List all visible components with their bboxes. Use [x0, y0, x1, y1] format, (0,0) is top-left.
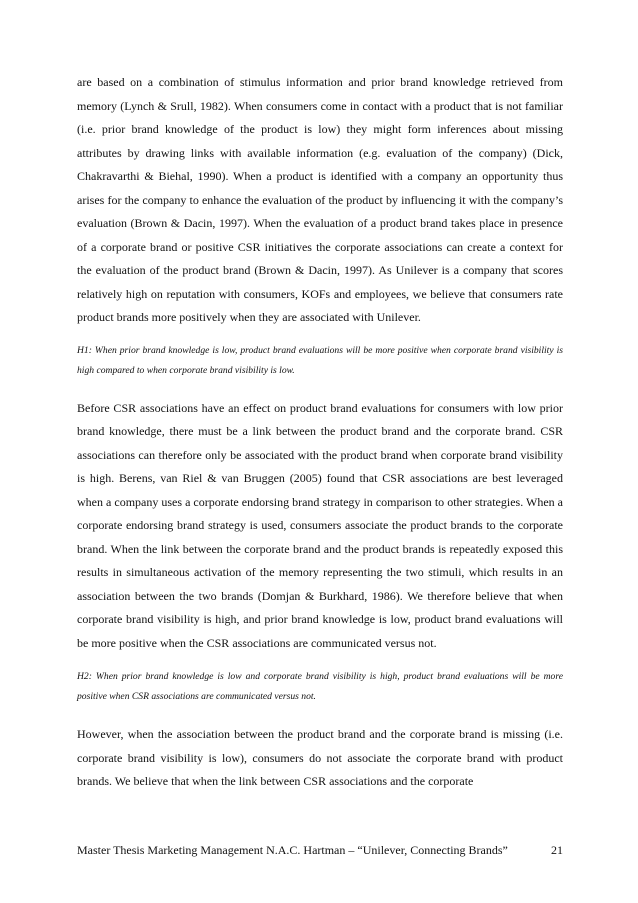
page-number: 21	[551, 843, 563, 857]
hypothesis-h2: H2: When prior brand knowledge is low and corporate brand visibility is high, product brand evaluations will be more positive when CSR associations are communicated versus not.	[77, 671, 563, 702]
footer-text: Master Thesis Marketing Management N.A.C. Hartman – “Unilever, Connecting Brands”	[77, 843, 508, 857]
body-paragraph: However, when the association between the product brand and the corporate brand is missing (i.e. corporate brand visibility is low), consumers do not associate the corporate brand with product brands. We believe that when the link between CSR associations and the corporate	[77, 727, 563, 788]
page-content	[77, 71, 563, 794]
body-paragraph: are based on a combination of stimulus information and prior brand knowledge retrieved from memory (Lynch & Srull, 1982). When consumers come in contact with a product that is not familiar (i.e. prior brand knowledge of the product is low) they might form inferences about missing attributes by drawing links with available information (e.g. evaluation of the company) (Dick, Chakravarthi & Biehal, 1990). When a product is identified with a company an opportunity thus arises for the company to enhance the evaluation of the product by influencing it with the company’s evaluation (Brown & Dacin, 1997). When the evaluation of a product brand takes place in presence of a corporate brand or positive CSR initiatives the corporate associations can create a context for the evaluation of the product brand (Brown & Dacin, 1997). As Unilever is a company that scores relatively high on reputation with consumers, KOFs and employees, we believe that consumers rate product brands more positively when they are associated with Unilever.	[77, 75, 563, 324]
hypothesis-h1: H1: When prior brand knowledge is low, product brand evaluations will be more positive when corporate brand visibility is high compared to when corporate brand visibility is low.	[77, 344, 563, 376]
page-footer	[77, 842, 563, 858]
body-paragraph: Before CSR associations have an effect on product brand evaluations for consumers with low prior brand knowledge, there must be a link between the product brand and the corporate brand. CSR associations can therefore only be associated with the product brand when corporate brand visibility is high. Berens, van Riel & van Bruggen (2005) found that CSR associations are best leveraged when a company uses a corporate endorsing brand strategy in comparison to other strategies. When a corporate endorsing brand strategy is used, consumers associate the product brands to the corporate brand. When the link between the corporate brand and the product brands is repeatedly exposed this results in simultaneous activation of the memory representing the two stimuli, which results in an association between the two brands (Domjan & Burkhard, 1986). We therefore believe that when corporate brand visibility is high, and prior brand knowledge is low, product brand evaluations will be more positive when the CSR associations are communicated versus not.	[77, 400, 563, 650]
